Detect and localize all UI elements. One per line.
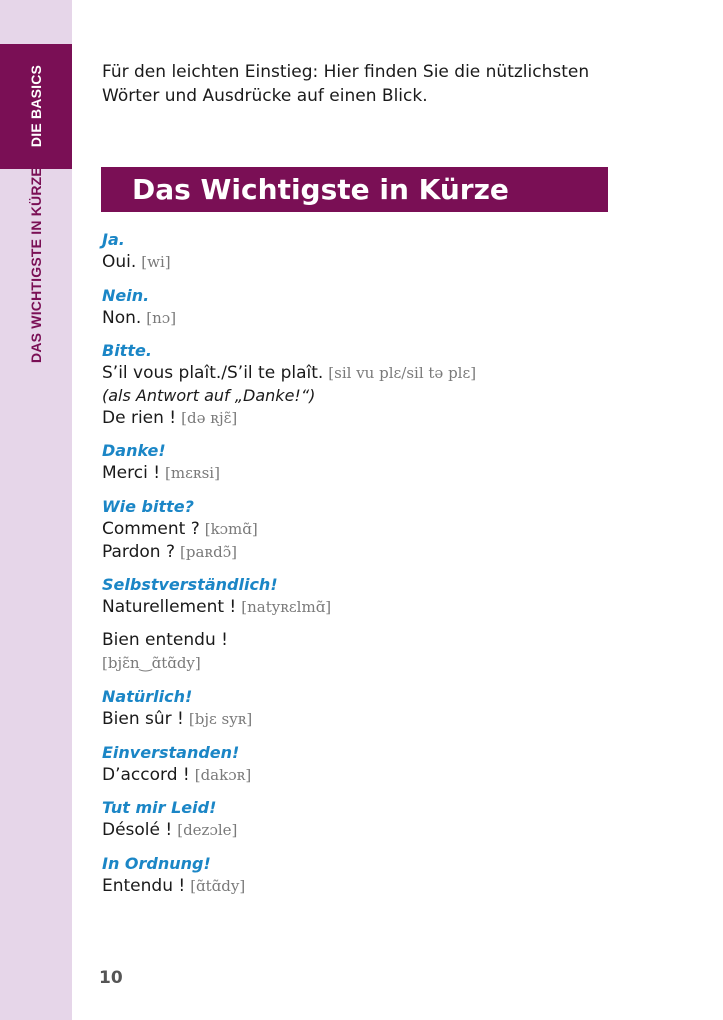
french-text: Bien sûr ! [102, 709, 184, 729]
french-translation [102, 764, 702, 787]
pronunciation: [bjɛ̃n‿ɑ̃tɑ̃dy] [102, 654, 201, 672]
phrase-entry [102, 340, 702, 430]
french-text: S’il vous plaît./S’il te plaît. [102, 363, 324, 383]
french-translation [102, 407, 702, 430]
german-phrase: Natürlich! [102, 687, 193, 706]
french-translation [102, 819, 702, 842]
pronunciation: [ɑ̃tɑ̃dy] [190, 877, 246, 895]
french-text: Comment ? [102, 519, 200, 539]
page-number: 10 [99, 968, 123, 988]
german-phrase: In Ordnung! [102, 854, 211, 873]
intro-text: Für den leichten Einstieg: Hier finden Sie die nützlichsten Wörter und Ausdrücke auf einen Blick. [102, 62, 590, 106]
french-translation [102, 251, 702, 274]
french-text: Pardon ? [102, 542, 175, 562]
phrase-entry [102, 440, 702, 485]
german-phrase: Selbstverständlich! [102, 575, 278, 594]
pronunciation: [wi] [141, 253, 171, 271]
section-heading: Das Wichtigste in Kürze [132, 173, 509, 206]
french-translation [102, 362, 702, 385]
pronunciation: [nɔ] [146, 309, 177, 327]
pronunciation: [natyʀɛlmɑ̃] [241, 598, 332, 616]
pronunciation-line [102, 652, 702, 675]
french-text: Naturellement ! [102, 597, 237, 617]
german-phrase: Tut mir Leid! [102, 798, 217, 817]
section-heading-bar [101, 167, 608, 212]
phrase-entry [102, 285, 702, 330]
phrase-entry [102, 742, 702, 787]
sidebar-section-label: DAS WICHTIGSTE IN KÜRZE [28, 167, 44, 363]
sidebar [0, 0, 72, 1020]
german-phrase: Ja. [102, 230, 125, 249]
french-translation [102, 462, 702, 485]
french-translation [102, 875, 702, 898]
phrase-entry [102, 574, 702, 675]
french-text: Oui. [102, 252, 137, 272]
pronunciation: [kɔmɑ̃] [204, 520, 258, 538]
pronunciation: [də ʀjɛ̃] [181, 409, 238, 427]
french-text: De rien ! [102, 408, 177, 428]
french-translation [102, 518, 702, 541]
french-text: D’accord ! [102, 765, 190, 785]
french-translation [102, 708, 702, 731]
french-translation [102, 307, 702, 330]
french-text: Non. [102, 308, 142, 328]
french-text: Désolé ! [102, 820, 173, 840]
german-phrase: Einverstanden! [102, 743, 240, 762]
french-translation: Bien entendu ! [102, 630, 228, 650]
pronunciation: [paʀdɔ̃] [180, 543, 237, 561]
pronunciation: [sil vu plɛ/sil tə plɛ] [328, 364, 477, 382]
pronunciation: [mɛʀsi] [165, 464, 220, 482]
phrase-entry [102, 797, 702, 842]
usage-note: (als Antwort auf „Danke!“) [102, 386, 316, 405]
german-phrase: Bitte. [102, 341, 152, 360]
french-text: Entendu ! [102, 876, 186, 896]
phrase-entry [102, 686, 702, 731]
french-translation [102, 596, 702, 619]
phrase-entry [102, 853, 702, 898]
pronunciation: [dakɔʀ] [194, 766, 252, 784]
phrase-entry [102, 496, 702, 564]
french-text: Merci ! [102, 463, 161, 483]
german-phrase: Wie bitte? [102, 497, 194, 516]
pronunciation: [bjɛ syʀ] [188, 710, 253, 728]
french-translation [102, 541, 702, 564]
german-phrase: Nein. [102, 286, 150, 305]
sidebar-tab-label: DIE BASICS [28, 64, 44, 148]
pronunciation: [dezɔle] [177, 821, 238, 839]
german-phrase: Danke! [102, 441, 166, 460]
phrase-entry [102, 229, 702, 274]
